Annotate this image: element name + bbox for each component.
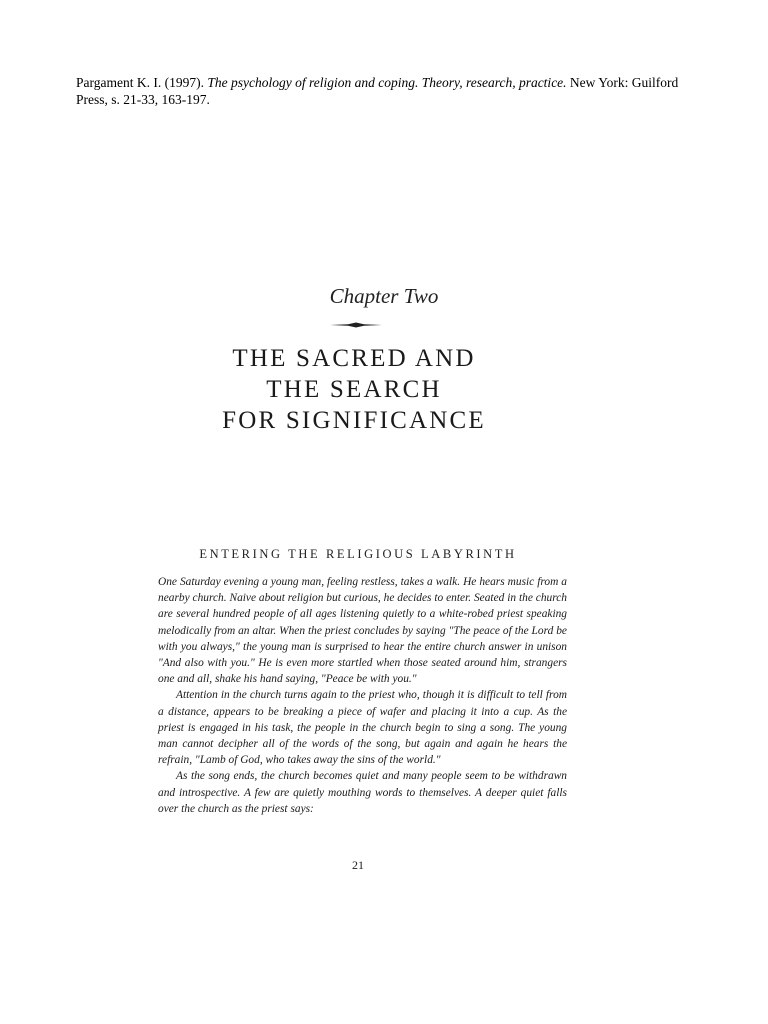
citation-lead: Pargament K. I. (1997). xyxy=(76,75,204,90)
citation-publisher: New York: Guilford Press, s. 21-33, 163-197. xyxy=(76,75,679,107)
body-paragraph: One Saturday evening a young man, feeling restless, takes a walk. He hears music from a nearby church. Naive about religion but curious, he decides to enter. Seated in the church are several hundred people of all ages listening quietly to a white-robed priest speaking melodically from an altar. When the priest concludes by saying "The peace of the Lord be with you always," the young man is surprised to hear the entire church answer in unison "And also with you." He is even more startled when those seated around him, strangers one and all, shake his hand saying, "Peace be with you." xyxy=(158,576,567,686)
body-paragraph: Attention in the church turns again to the priest who, though it is difficult to tell from a distance, appears to be breaking a piece of wafer and placing it into a cup. As the priest is engaged in his task, the people in the church begin to sing a song. The young man cannot decipher all of the words of the song, but again and again he hears the refrain, "Lamb of God, who takes away the sins of the world." xyxy=(158,689,567,767)
chapter-title-line: THE SACRED AND xyxy=(232,345,476,372)
ornament-divider-icon xyxy=(330,322,382,328)
section-heading: ENTERING THE RELIGIOUS LABYRINTH xyxy=(199,547,517,561)
bibliographic-citation xyxy=(76,74,696,108)
citation-title: The psychology of religion and coping. Theory, research, practice. xyxy=(207,75,567,90)
chapter-title-line: FOR SIGNIFICANCE xyxy=(222,407,486,434)
chapter-label: Chapter Two xyxy=(329,284,439,308)
body-text xyxy=(158,574,567,817)
chapter-title xyxy=(0,343,708,436)
chapter-title-line: THE SEARCH xyxy=(266,376,442,403)
page-number: 21 xyxy=(352,858,364,872)
body-paragraph: As the song ends, the church becomes quiet and many people seem to be withdrawn and introspective. A few are quietly mouthing words to themselves. A deeper quiet falls over the church as the priest says: xyxy=(158,770,567,815)
